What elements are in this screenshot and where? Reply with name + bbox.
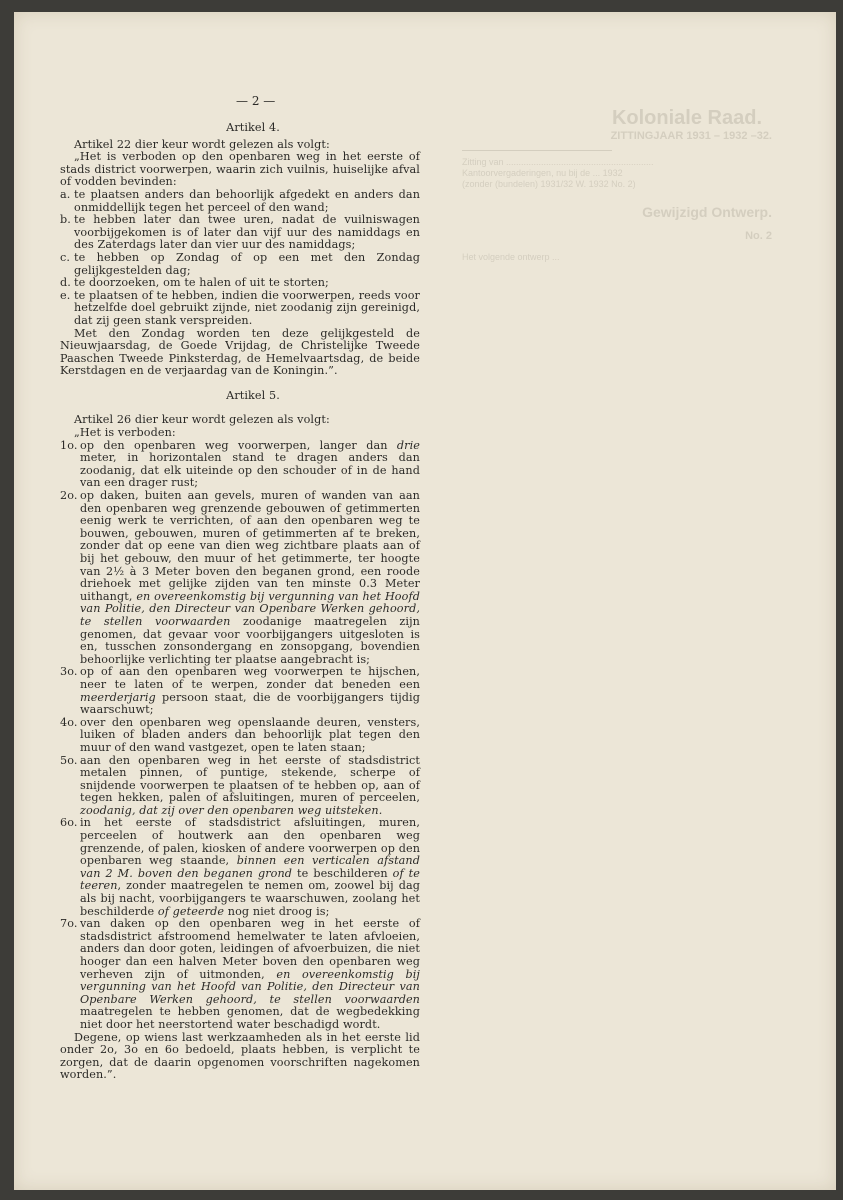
text-segment: van daken op den openbaren weg in het eerste of stadsdistrict afstroomend hemelwater te laten afvloeien, anders dan door goten, leidingen of afvoerbuizen, die niet hooger dan een halven Meter boven den openbaren weg verheven zijn of uitmonden, — [80, 917, 420, 981]
bleed-line-3: (zonder (bundelen) 1931/32 W. 1932 No. 2) — [462, 179, 636, 189]
bleed-line-4: Het volgende ontwerp ... — [462, 252, 560, 262]
item-text: te hebben op Zondag of op een met den Zondag gelijkgestelden dag; — [74, 250, 420, 277]
document-page — [14, 12, 836, 1190]
text-segment: op den openbaren weg voorwerpen, langer dan — [80, 438, 397, 452]
article-5-item — [60, 817, 420, 918]
text-segment: , zonder maatregelen te nemen om, zoowel bij dag als bij nacht, voorbijgangers te waarschuwen, zoolang het beschilderde — [80, 879, 420, 918]
item-label: b. — [60, 213, 71, 227]
article-5-item — [60, 490, 420, 666]
item-text: te plaatsen of te hebben, indien die voorwerpen, reeds voor hetzelfde doel gebruikt zijnde, niet zoodanig zijn gereinigd, dat zij geen stank verspreiden. — [74, 288, 420, 327]
item-label: 4o. — [60, 715, 78, 729]
italic-segment: drie — [396, 438, 420, 452]
italic-segment: zoodanig, dat zij over den openbaren weg uitsteken. — [80, 803, 383, 817]
item-label: e. — [60, 288, 71, 302]
article-5-item — [60, 755, 420, 818]
item-text: te plaatsen anders dan behoorlijk afgedekt en anders dan onmiddellijk tegen het perceel of den wand; — [74, 187, 420, 214]
item-label: 1o. — [60, 438, 78, 452]
italic-segment: of geteerde — [157, 904, 225, 918]
bleed-session: ZITTINGJAAR 1931 – 1932 –32. — [610, 130, 772, 142]
article-4-item — [60, 252, 420, 277]
text-segment: meter, in horizontalen stand te dragen anders dan zoodanig, dat elk uiteinde op den schouder of in de hand van een drager rust; — [80, 451, 420, 490]
article-4 — [60, 122, 420, 378]
text-segment: op of aan den openbaren weg voorwerpen te hijschen, neer te laten of te werpen, zonder dat beneden een — [80, 665, 420, 691]
item-text — [80, 717, 420, 755]
article-4-intro: Artikel 22 dier keur wordt gelezen als volgt: — [74, 137, 330, 151]
italic-segment: en overeenkomstig bij vergunning van het Hoofd van Politie, den Directeur van Openbare Werken gehoord, te stellen voorwaarden — [80, 589, 420, 628]
item-label: c. — [60, 250, 71, 264]
bleed-rule — [462, 150, 612, 151]
item-text — [80, 817, 420, 918]
item-text — [80, 666, 420, 716]
bleed-through-text — [462, 107, 802, 263]
item-text — [80, 918, 420, 1031]
article-5-items — [60, 440, 420, 1032]
article-5-quote-start: „Het is verboden: — [74, 426, 176, 440]
item-text — [80, 440, 420, 490]
bleed-line-2: Kantoorvergaderingen, nu bij de ... 1932 — [462, 168, 623, 178]
article-4-closing: Met den Zondag worden ten deze gelijkgesteld de Nieuwjaarsdag, de Goede Vrijdag, de Christelijke Tweede Paaschen Tweede Pinksterdag, de Hemelvaartsdag, de beide Kerstdagen en de verjaardag van de Koningin.”. — [60, 326, 420, 378]
article-4-item — [60, 277, 420, 290]
item-text: te doorzoeken, om te halen of uit te storten; — [74, 276, 329, 290]
item-label: 3o. — [60, 665, 78, 679]
article-4-item — [60, 189, 420, 214]
bleed-subtitle: Gewijzigd Ontwerp. — [642, 204, 772, 220]
article-5-item — [60, 918, 420, 1031]
article-4-items — [60, 189, 420, 328]
text-segment: persoon staat, die de voorbijgangers tijdig waarschuwt; — [80, 690, 420, 717]
text-segment: in het eerste of stadsdistrict afsluitingen, muren, perceelen of houtwerk aan den openbaren weg grenzende, of palen, kiosken of andere voorwerpen op den openbaren weg staande, — [80, 816, 420, 868]
article-4-item — [60, 214, 420, 252]
article-4-item — [60, 290, 420, 328]
article-4-title: Artikel 4. — [226, 121, 280, 134]
text-segment: aan den openbaren weg in het eerste of stadsdistrict metalen pinnen, of puntige, stekende, scherpe of snijdende voorwerpen te plaatsen of te hebben op, aan of tegen hekken, palen of afsluitingen, muren of perceelen, — [80, 753, 420, 805]
item-label: 5o. — [60, 753, 78, 767]
article-4-quote-start: „Het is verboden op den openbaren weg in het eerste of stads district voorwerpen, waarin zich vuilnis, huiselijke afval of vodden bevinden: — [60, 150, 420, 189]
text-segment: maatregelen te hebben genomen, dat de wegbedekking niet door het neerstortend water beschadigd wordt. — [80, 1005, 420, 1031]
italic-segment: meerderjarig — [80, 690, 156, 704]
article-5-title: Artikel 5. — [226, 388, 280, 402]
main-column — [60, 122, 420, 1082]
article-5-item — [60, 440, 420, 490]
item-label: a. — [60, 187, 71, 201]
article-5-closing: Degene, op wiens last werkzaamheden als in het eerste lid onder 2o, 3o en 6o bedoeld, plaats hebben, is verplicht te zorgen, dat de daarin opgenomen voorschriften nagekomen worden.”. — [60, 1030, 420, 1082]
italic-segment: of te teeren — [80, 866, 420, 893]
italic-segment: binnen een verticalen afstand van 2 M. boven den beganen grond — [80, 854, 420, 880]
bleed-line-1: Zitting van ........................................................... — [462, 157, 654, 167]
text-segment: over den openbaren weg openslaande deuren, vensters, luiken of bladen anders dan behoorlijk plat tegen den muur of den wand vastgezet, open te laten staan; — [80, 715, 420, 754]
article-5-item — [60, 666, 420, 716]
bleed-title: Koloniale Raad. — [611, 107, 762, 129]
bleed-number: No. 2 — [745, 230, 772, 242]
text-segment: op daken, buiten aan gevels, muren of wanden van aan den openbaren weg grenzende gebouwen of getimmerten eenig werk te verrichten, of aan den openbaren weg te bouwen, gebouwen, muren of getimmerten af te breken, zonder dat op eene van dien weg zichtbare plaats aan of bij het gebouw, den muur of het getimmerte, ter hoogte van 2½ à 3 Meter boven den beganen grond, een roode driehoek met gelijke zijden van ten minste 0.3 Meter uithangt, — [80, 489, 420, 603]
item-text: te hebben later dan twee uren, nadat de vuilniswagen voorbijgekomen is of later dan vijf uur des namiddags en des Zaterdags later dan vier uur des namiddags; — [74, 213, 420, 252]
article-5-item — [60, 717, 420, 755]
item-text — [80, 755, 420, 818]
page-number: — 2 — — [236, 94, 276, 108]
item-label: d. — [60, 276, 71, 290]
item-label: 6o. — [60, 816, 78, 830]
text-segment: zoodanige maatregelen zijn genomen, dat gevaar voor voorbijgangers uitgesloten is en, tusschen zonsondergang en zonsopgang, bovendien behoorlijke verlichting ter plaatse aangebracht is; — [80, 614, 420, 666]
article-5-intro: Artikel 26 dier keur wordt gelezen als volgt: — [74, 413, 330, 427]
item-text — [80, 490, 420, 666]
text-segment: nog niet droog is; — [224, 904, 330, 918]
text-segment: te beschilderen — [292, 866, 393, 880]
item-label: 7o. — [60, 917, 78, 931]
article-5 — [60, 390, 420, 1082]
item-label: 2o. — [60, 489, 78, 503]
italic-segment: en overeenkomstig bij vergunning van het Hoofd van Politie, den Directeur van Openbare Werken gehoord, te stellen voorwaarden — [80, 967, 420, 1006]
